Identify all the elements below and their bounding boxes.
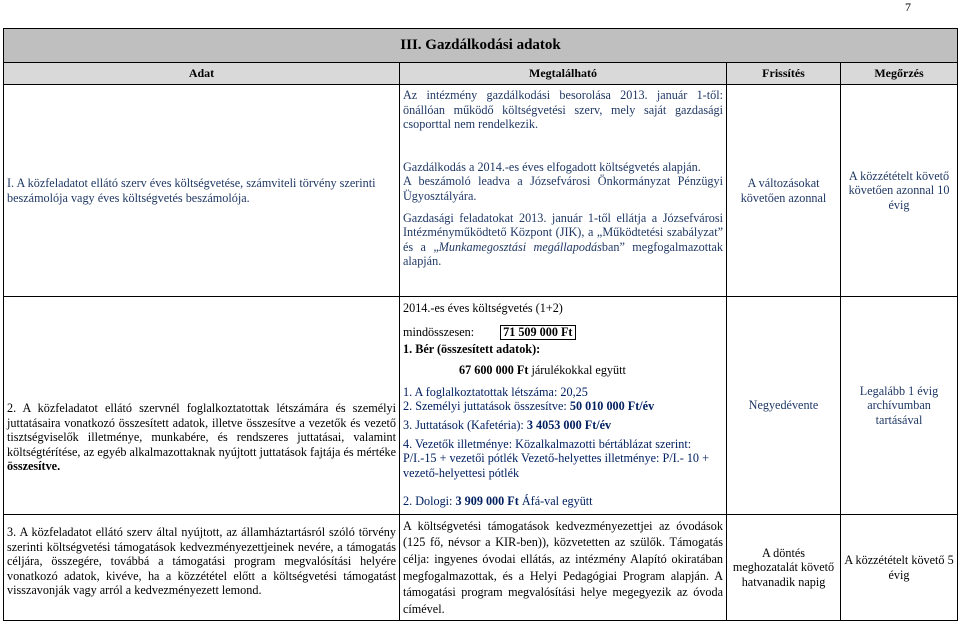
page-number: 7	[905, 0, 911, 14]
row2-megorzes: Legalább 1 évig archívumban tartásával	[841, 297, 958, 515]
row2-adat: 2. A közfeladatot ellátó szervnél foglalkoztatottak létszámára és személyi juttatásaira vonatkozó összesített adatok, illetve összesítve a vezetők és vezető tisztségviselők illetménye, munkabére, és rendszeres juttatásai, valamint költségtérítése, az egyéb alkalmazottaknak nyújtott juttatások fajtája és mértéke összesítve.	[4, 297, 400, 515]
cafeteria: 3. Juttatások (Kafetéria): 3 4053 000 Ft/év	[403, 417, 612, 432]
row2-frissites: Negyedévente	[727, 297, 841, 515]
table-row-2	[4, 297, 958, 515]
row3-frissites: A döntés meghozatalát követő hatvanadik napig	[727, 515, 841, 621]
budget-title: 2014.-es éves költségvetés (1+2)	[403, 301, 563, 315]
budget-total-value: 71 509 000 Ft	[500, 325, 575, 340]
leader-pay: 4. Vezetők illetménye: Közalkalmazotti bértáblázat szerint: P/I.-15 + vezetői pótlék Vezető-helyettes illetménye: P/I.- 10 + vezető-helyettesi pótlék	[403, 436, 709, 480]
wages-amount: 67 600 000 Ft járulékokkal együtt	[459, 363, 626, 378]
budget-total: mindösszesen: 71 509 000 Ft	[403, 325, 723, 340]
header-adat: Adat	[4, 63, 400, 85]
data-table	[3, 28, 958, 621]
row1-frissites: A változásokat követően azonnal	[727, 85, 841, 297]
row3-megorzes: A közzétételt követő 5 évig	[841, 515, 958, 621]
title-row	[4, 29, 958, 63]
row1-paragraph-1: Gazdálkodás a 2014.-es éves elfogadott költségvetés alapján.	[403, 159, 701, 174]
row3-location: A költségvetési támogatások kedvezményezettjei az óvodások (125 fő, névsor a KIR-ben)), közvetetten az szülők. Támogatás célja: ingyenes óvodai ellátás, az intézmény Alapító okiratában megfogalmazottak, és a Helyi Pedagógiai Program alapján. A támogatási program megvalósítási helye megegyezik az óvoda címével.	[400, 515, 727, 621]
material-costs: 2. Dologi: 3 909 000 Ft Áfá-val együtt	[403, 494, 593, 509]
row1-megorzes: A közzétételt követő követően azonnal 10 évig	[841, 85, 958, 297]
header-frissites: Frissítés	[727, 63, 841, 85]
section-title: III. Gazdálkodási adatok	[4, 29, 958, 63]
header-megtalalhato: Megtalálható	[400, 63, 727, 85]
row1-location	[400, 85, 727, 297]
intro-text: Az intézmény gazdálkodási besorolása 2013. január 1-től: önállóan működő költségvetési szerv, mely saját gazdasági csoporttal nem rendelkezik.	[403, 88, 723, 132]
salary-total: 2. Személyi juttatások összesítve: 50 010 000 Ft/év	[403, 399, 655, 414]
row1-paragraph-3: Gazdasági feladatokat 2013. január 1-től ellátja a Józsefvárosi Intézményműködtető Központ (JIK), a „Működtetési szabályzat” és a „Munkamegosztási megállapodásban” megfogalmazottak alapján.	[403, 210, 724, 269]
wages-title: 1. Bér (összesített adatok):	[403, 341, 541, 356]
header-row	[4, 63, 958, 85]
row1-paragraph-2: A beszámoló leadva a Józsefvárosi Önkormányzat Pénzügyi Ügyosztályára.	[403, 174, 723, 203]
table-row-1	[4, 85, 958, 297]
table-row-3	[4, 515, 958, 621]
staff-count: 1. A foglalkoztatottak létszáma: 20,25	[403, 384, 588, 399]
header-megorzes: Megőrzés	[841, 63, 958, 85]
row1-adat: I. A közfeladatot ellátó szerv éves költségvetése, számviteli törvény szerinti beszámolója vagy éves költségvetés beszámolója.	[4, 85, 400, 297]
row3-adat: 3. A közfeladatot ellátó szerv által nyújtott, az államháztartásról szóló törvény szerinti költségvetési támogatások kedvezményezettjeinek nevére, a támogatás céljára, összegére, továbbá a támogatási program megvalósítási helyére vonatkozó adatok, kivéve, ha a közzététel előtt a költségvetési támogatást visszavonják vagy arról a kedvezményezett lemond.	[4, 515, 400, 621]
row2-location	[400, 297, 727, 515]
